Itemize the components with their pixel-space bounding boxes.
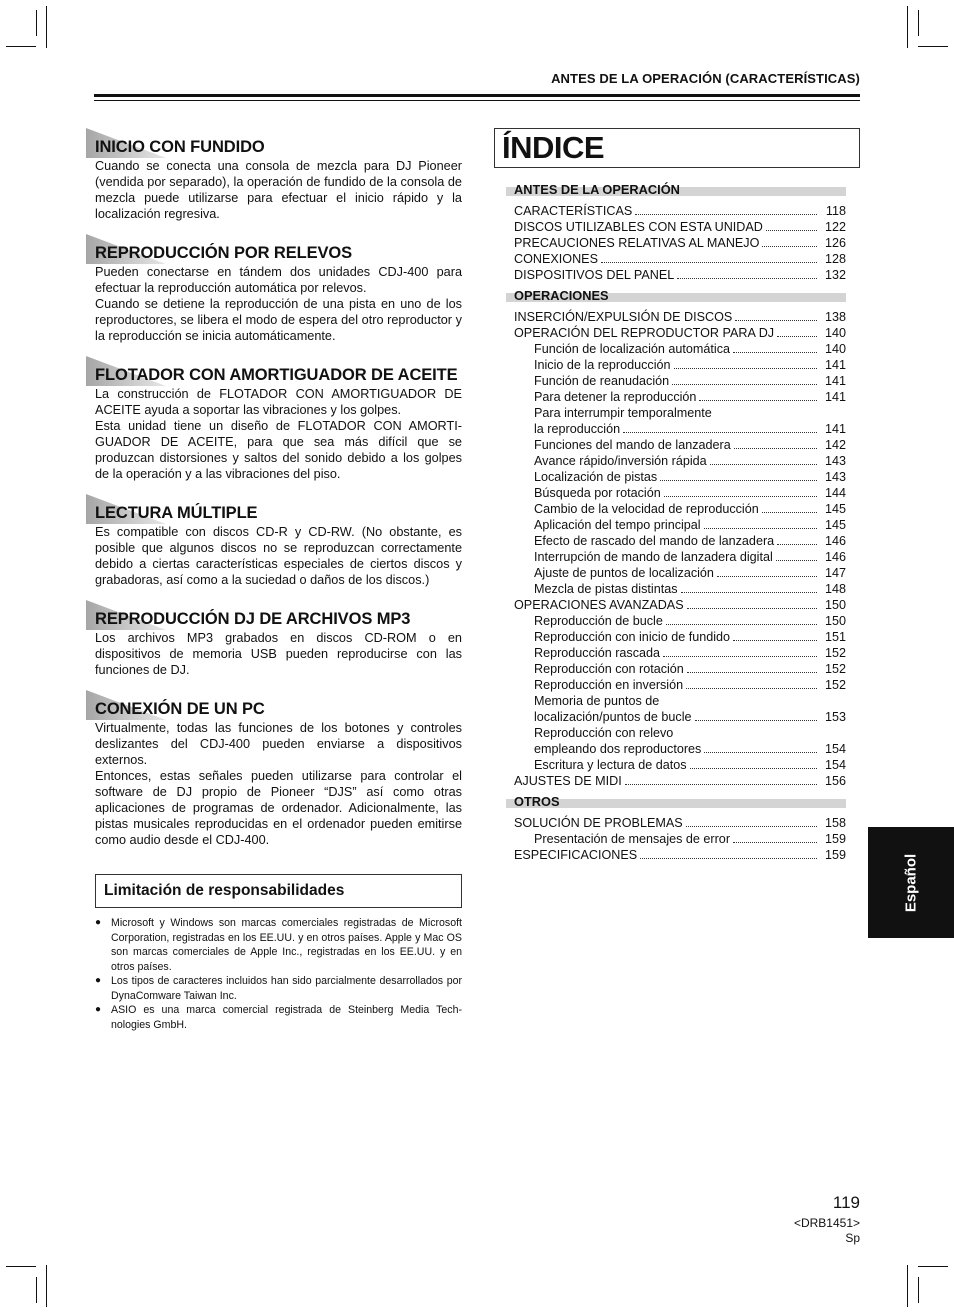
- feature-paragraph: Virtualmente, todas las funciones de los botones y controles deslizantes del CDJ-400 pueden enviarse a dispositivos externos.: [95, 721, 462, 767]
- feature-paragraph: Es compatible con discos CD-R y CD-RW. (No obstante, es posible que algunos discos no se reproduzcan correctamente debido a ciertas características especiales de ciertos discos y grabadoras, así como a la suciedad o daños de los discos.): [95, 525, 462, 587]
- toc-entry: [506, 677, 846, 693]
- feature-paragraph: Pueden conectarse en tándem dos unidades CDJ-400 para efectuar la reproducción automática por relevos.: [95, 265, 462, 295]
- toc-entry: [506, 421, 846, 437]
- toc-leader-dots: [733, 352, 817, 353]
- doc-lang-code: Sp: [845, 1231, 860, 1245]
- toc-group-heading: OTROS: [514, 794, 560, 809]
- page-number: 119: [832, 1193, 860, 1212]
- header-rule-thin: [94, 100, 860, 101]
- toc-entry-label: AJUSTES DE MIDI: [514, 774, 622, 788]
- disclaimer-item-text: Microsoft y Windows son marcas comerciales registradas de Microsoft Corporation, registradas en los EE.UU. y en otros países. Apple y Mac OS son marcas comerciales de Apple Inc., registradas en los EE.UU. y en otros países.: [111, 917, 462, 973]
- toc-entry: [506, 341, 846, 357]
- toc-entry-label: Reproducción rascada: [534, 646, 661, 660]
- toc-leader-dots: [710, 464, 817, 465]
- toc-entry-label: localización/puntos de bucle: [534, 710, 692, 724]
- toc-entry-page: 145: [824, 518, 846, 532]
- feature-title: REPRODUCCIÓN DJ DE ARCHIVOS MP3: [95, 610, 411, 628]
- toc-leader-dots: [733, 640, 817, 641]
- toc-leader-dots: [625, 784, 817, 785]
- feature-heading: [86, 234, 462, 264]
- toc-entry-label: Escritura y lectura de datos: [534, 758, 687, 772]
- toc-entry-page: 159: [824, 848, 846, 862]
- crop-mark: [46, 6, 47, 48]
- toc-group: [506, 182, 846, 283]
- toc-leader-dots: [663, 656, 817, 657]
- crop-mark: [907, 1265, 908, 1307]
- toc-entry-page: 128: [824, 252, 846, 266]
- toc-entry: [506, 613, 846, 629]
- toc-entry: [506, 389, 846, 405]
- feature-title: REPRODUCCIÓN POR RELEVOS: [95, 244, 353, 262]
- toc-entry-page: 159: [824, 832, 846, 846]
- toc-group-heading: OPERACIONES: [514, 288, 609, 303]
- toc-entry: [506, 309, 846, 325]
- feature-paragraph: Entonces, estas señales pueden utilizarse para controlar el software de DJ propio de Pioneer “DJS” así como otras aplicaciones de programas de ordenador. Adicionalmente, las pistas musicales reproducidas en el ordenador pueden emitirse como audio desde el CDJ-400.: [95, 769, 462, 847]
- toc-entry: [506, 453, 846, 469]
- toc-entry-page: 141: [824, 374, 846, 388]
- toc-entry-label: CARACTERÍSTICAS: [514, 204, 633, 218]
- toc-entry: [506, 757, 846, 773]
- toc-group-heading-bar: [506, 288, 846, 303]
- toc-entry-page: 150: [824, 598, 846, 612]
- toc-entry-label: Ajuste de puntos de localización: [534, 566, 714, 580]
- toc-entry: [506, 485, 846, 501]
- toc-entry-label: PRECAUCIONES RELATIVAS AL MANEJO: [514, 236, 760, 250]
- toc-leader-dots: [695, 720, 817, 721]
- toc-leader-dots: [664, 496, 817, 497]
- toc-leader-dots: [704, 528, 817, 529]
- toc-leader-dots: [699, 400, 817, 401]
- toc-entry: [506, 251, 846, 267]
- toc-entry-page: 147: [824, 566, 846, 580]
- toc-leader-dots: [762, 246, 817, 247]
- toc-entry-label: la reproducción: [534, 422, 621, 436]
- toc-entry-page: 146: [824, 550, 846, 564]
- toc-group: [506, 288, 846, 789]
- toc-entry-page: 150: [824, 614, 846, 628]
- disclaimer-section: [95, 874, 462, 1032]
- disclaimer-item-text: Los tipos de caracteres incluidos han sido parcialmente desarrollados por DynaComware Taiwan Inc.: [111, 975, 462, 1002]
- toc-leader-dots: [687, 608, 817, 609]
- toc-entry-label: Reproducción en inversión: [534, 678, 684, 692]
- toc-group-heading: ANTES DE LA OPERACIÓN: [514, 182, 680, 197]
- feature-heading: [86, 600, 462, 630]
- feature-paragraph: Cuando se conecta una consola de mezcla para DJ Pioneer (vendida por separado), la operación de fundido de la consola de mezcla puede utilizarse para efectuar el inicio rápido y la localización regresiva.: [95, 159, 462, 221]
- toc-entry-label: OPERACIONES AVANZADAS: [514, 598, 684, 612]
- toc-leader-dots: [777, 544, 817, 545]
- index-title: ÍNDICE: [502, 130, 605, 165]
- feature-paragraph: Cuando se detiene la reproducción de una pista en uno de los reproductores, se libera el modo de espera del otro reproductor y la reproducción se inicia automáticamente.: [95, 297, 462, 343]
- toc-leader-dots: [733, 842, 817, 843]
- feature-paragraph: La construcción de FLOTADOR CON AMORTIGUADOR DE ACEITE ayuda a soportar las vibraciones y los golpes.: [95, 387, 462, 417]
- toc-entry: [506, 357, 846, 373]
- toc-entry-label: Reproducción con inicio de fundido: [534, 630, 731, 644]
- toc-entry: [506, 517, 846, 533]
- toc-entry-label: Reproducción con relevo: [534, 726, 674, 740]
- toc-leader-dots: [660, 480, 817, 481]
- toc-entry: [506, 405, 846, 421]
- feature-body: [95, 158, 462, 222]
- toc-entry-label: Función de localización automática: [534, 342, 731, 356]
- crop-mark: [36, 1277, 37, 1303]
- bullet-icon: ●: [95, 975, 102, 986]
- toc-entry-label: DISCOS UTILIZABLES CON ESTA UNIDAD: [514, 220, 763, 234]
- feature-paragraph: Los archivos MP3 grabados en discos CD-ROM o en dispositivos de memoria USB pueden reproducirse con las funciones de DJ.: [95, 631, 462, 677]
- toc-leader-dots: [674, 368, 817, 369]
- feature-heading: [86, 690, 462, 720]
- toc-group-heading-bar: [506, 182, 846, 197]
- toc-entry-page: 151: [824, 630, 846, 644]
- doc-code-id: <DRB1451>: [793, 1216, 860, 1230]
- disclaimer-title-box: [95, 874, 462, 908]
- toc-leader-dots: [690, 768, 817, 769]
- crop-mark: [36, 10, 37, 36]
- toc-entry-page: 126: [824, 236, 846, 250]
- header-rule: [94, 94, 860, 97]
- feature-section: [86, 128, 462, 222]
- toc-entry: [506, 709, 846, 725]
- feature-body: [95, 524, 462, 588]
- toc-entry: [506, 437, 846, 453]
- toc-leader-dots: [686, 688, 817, 689]
- toc-entry-page: 153: [824, 710, 846, 724]
- toc-entry-page: 148: [824, 582, 846, 596]
- feature-heading: [86, 356, 462, 386]
- toc-leader-dots: [766, 230, 817, 231]
- toc-entry: [506, 581, 846, 597]
- feature-heading: [86, 494, 462, 524]
- running-header: ANTES DE LA OPERACIÓN (CARACTERÍSTICAS): [551, 71, 860, 86]
- feature-paragraph: Esta unidad tiene un diseño de FLOTADOR CON AMORTI-GUADOR DE ACEITE, para que sea más difícil que se produzcan distorsiones y saltos del sonido debido a los golpes de la operación y a las vibraciones del piso.: [95, 419, 462, 481]
- toc-entry: [506, 831, 846, 847]
- toc-leader-dots: [734, 448, 817, 449]
- toc-entry-label: Reproducción con rotación: [534, 662, 684, 676]
- toc-leader-dots: [776, 560, 817, 561]
- toc-entry-label: Inicio de la reproducción: [534, 358, 671, 372]
- index-title-box: [494, 128, 860, 168]
- crop-mark: [907, 6, 908, 48]
- toc-group-heading-bar: [506, 794, 846, 809]
- toc-entry: [506, 235, 846, 251]
- disclaimer-title: Limitación de responsabilidades: [104, 882, 345, 899]
- toc-entry-page: 118: [825, 204, 846, 218]
- toc-leader-dots: [677, 278, 817, 279]
- toc-entry-label: Presentación de mensajes de error: [534, 832, 731, 846]
- toc-leader-dots: [623, 432, 817, 433]
- crop-mark: [46, 1265, 47, 1307]
- feature-section: [86, 600, 462, 678]
- toc-leader-dots: [635, 214, 817, 215]
- crop-mark: [918, 10, 919, 36]
- toc-entry-page: 152: [824, 662, 846, 676]
- feature-body: [95, 386, 462, 482]
- crop-mark: [918, 46, 948, 47]
- toc-leader-dots: [735, 320, 817, 321]
- toc-entry: [506, 741, 846, 757]
- crop-mark: [918, 1266, 948, 1267]
- bullet-icon: ●: [95, 1004, 102, 1015]
- toc-entry-page: 132: [824, 268, 846, 282]
- toc-entry-page: 122: [824, 220, 846, 234]
- toc-entry: [506, 773, 846, 789]
- toc-leader-dots: [640, 858, 817, 859]
- feature-title: INICIO CON FUNDIDO: [95, 138, 265, 156]
- toc-leader-dots: [666, 624, 817, 625]
- toc-entry-label: Cambio de la velocidad de reproducción: [534, 502, 759, 516]
- toc-leader-dots: [687, 672, 817, 673]
- toc-entry-label: Memoria de puntos de: [534, 694, 660, 708]
- crop-mark: [6, 46, 36, 47]
- toc-entry-page: 143: [824, 454, 846, 468]
- toc-entry: [506, 645, 846, 661]
- toc-entry-label: Reproducción de bucle: [534, 614, 663, 628]
- toc-entry-label: Aplicación del tempo principal: [534, 518, 701, 532]
- toc-entry: [506, 815, 846, 831]
- toc-entry-page: 142: [824, 438, 846, 452]
- toc-entry-label: Función de reanudación: [534, 374, 670, 388]
- toc-entry-page: 138: [824, 310, 846, 324]
- toc-entry-page: 141: [824, 358, 846, 372]
- toc-leader-dots: [717, 576, 817, 577]
- toc-entry: [506, 661, 846, 677]
- disclaimer-list: [95, 916, 462, 1032]
- toc-entry-label: Mezcla de pistas distintas: [534, 582, 678, 596]
- toc-entry-label: CONEXIONES: [514, 252, 598, 266]
- toc-entry-page: 158: [824, 816, 846, 830]
- toc-entry-label: DISPOSITIVOS DEL PANEL: [514, 268, 675, 282]
- toc-entry-label: Efecto de rascado del mando de lanzadera: [534, 534, 775, 548]
- toc-group: [506, 794, 846, 863]
- toc-entry: [506, 325, 846, 341]
- toc-entry-label: Avance rápido/inversión rápida: [534, 454, 707, 468]
- toc-entry-label: SOLUCIÓN DE PROBLEMAS: [514, 816, 683, 830]
- feature-body: [95, 720, 462, 848]
- toc-entry-page: 152: [824, 646, 846, 660]
- toc-entry-label: OPERACIÓN DEL REPRODUCTOR PARA DJ: [514, 326, 775, 340]
- feature-title: LECTURA MÚLTIPLE: [95, 504, 258, 522]
- toc-leader-dots: [672, 384, 817, 385]
- feature-title: CONEXIÓN DE UN PC: [95, 700, 265, 718]
- toc-leader-dots: [686, 826, 817, 827]
- toc-entry: [506, 597, 846, 613]
- toc-entry-page: 154: [824, 758, 846, 772]
- disclaimer-item: [95, 974, 462, 1003]
- toc-entry: [506, 565, 846, 581]
- feature-section: [86, 234, 462, 344]
- toc-entry-label: Funciones del mando de lanzadera: [534, 438, 731, 452]
- toc-leader-dots: [777, 336, 817, 337]
- features-column: [86, 128, 462, 1032]
- toc-entry: [506, 203, 846, 219]
- toc-entry-label: ESPECIFICACIONES: [514, 848, 638, 862]
- toc-entry: [506, 693, 846, 709]
- toc-entry: [506, 533, 846, 549]
- disclaimer-item: [95, 916, 462, 974]
- toc-entry: [506, 629, 846, 645]
- toc-entry: [506, 501, 846, 517]
- toc-entry-page: 141: [824, 422, 846, 436]
- toc-entry-page: 144: [824, 486, 846, 500]
- toc-entry: [506, 469, 846, 485]
- toc-leader-dots: [601, 262, 817, 263]
- toc-leader-dots: [704, 752, 817, 753]
- feature-body: [95, 630, 462, 678]
- toc-entry-page: 154: [824, 742, 846, 756]
- feature-section: [86, 494, 462, 588]
- toc-entry-label: Para detener la reproducción: [534, 390, 697, 404]
- table-of-contents: [506, 182, 846, 873]
- toc-entry: [506, 373, 846, 389]
- toc-entry-page: 156: [824, 774, 846, 788]
- toc-entry-label: INSERCIÓN/EXPULSIÓN DE DISCOS: [514, 310, 733, 324]
- features-list: [86, 128, 462, 848]
- feature-body: [95, 264, 462, 344]
- toc-entry-page: 140: [824, 326, 846, 340]
- language-tab-label: Español: [902, 853, 920, 912]
- toc-entry: [506, 267, 846, 283]
- toc-leader-dots: [681, 592, 818, 593]
- toc-entry-label: empleando dos reproductores: [534, 742, 702, 756]
- bullet-icon: ●: [95, 917, 102, 928]
- feature-section: [86, 690, 462, 848]
- language-tab: [868, 827, 954, 938]
- disclaimer-item-text: ASIO es una marca comercial registrada de Steinberg Media Tech-nologies GmbH.: [111, 1004, 462, 1031]
- toc-entry: [506, 219, 846, 235]
- toc-entry-page: 146: [824, 534, 846, 548]
- toc-entry-label: Interrupción de mando de lanzadera digital: [534, 550, 773, 564]
- toc-entry-page: 141: [824, 390, 846, 404]
- toc-entry-page: 143: [824, 470, 846, 484]
- toc-entry-page: 145: [824, 502, 846, 516]
- feature-section: [86, 356, 462, 482]
- toc-entry: [506, 549, 846, 565]
- toc-entry: [506, 847, 846, 863]
- disclaimer-item: [95, 1003, 462, 1032]
- toc-entry-label: Búsqueda por rotación: [534, 486, 661, 500]
- toc-entry-page: 140: [824, 342, 846, 356]
- feature-title: FLOTADOR CON AMORTIGUADOR DE ACEITE: [95, 366, 458, 384]
- crop-mark: [6, 1266, 36, 1267]
- toc-entry-page: 152: [824, 678, 846, 692]
- toc-leader-dots: [762, 512, 817, 513]
- toc-entry-label: Para interrumpir temporalmente: [534, 406, 712, 420]
- toc-entry-label: Localización de pistas: [534, 470, 658, 484]
- toc-entry: [506, 725, 846, 741]
- crop-mark: [918, 1277, 919, 1303]
- feature-heading: [86, 128, 462, 158]
- doc-code: [794, 1216, 860, 1246]
